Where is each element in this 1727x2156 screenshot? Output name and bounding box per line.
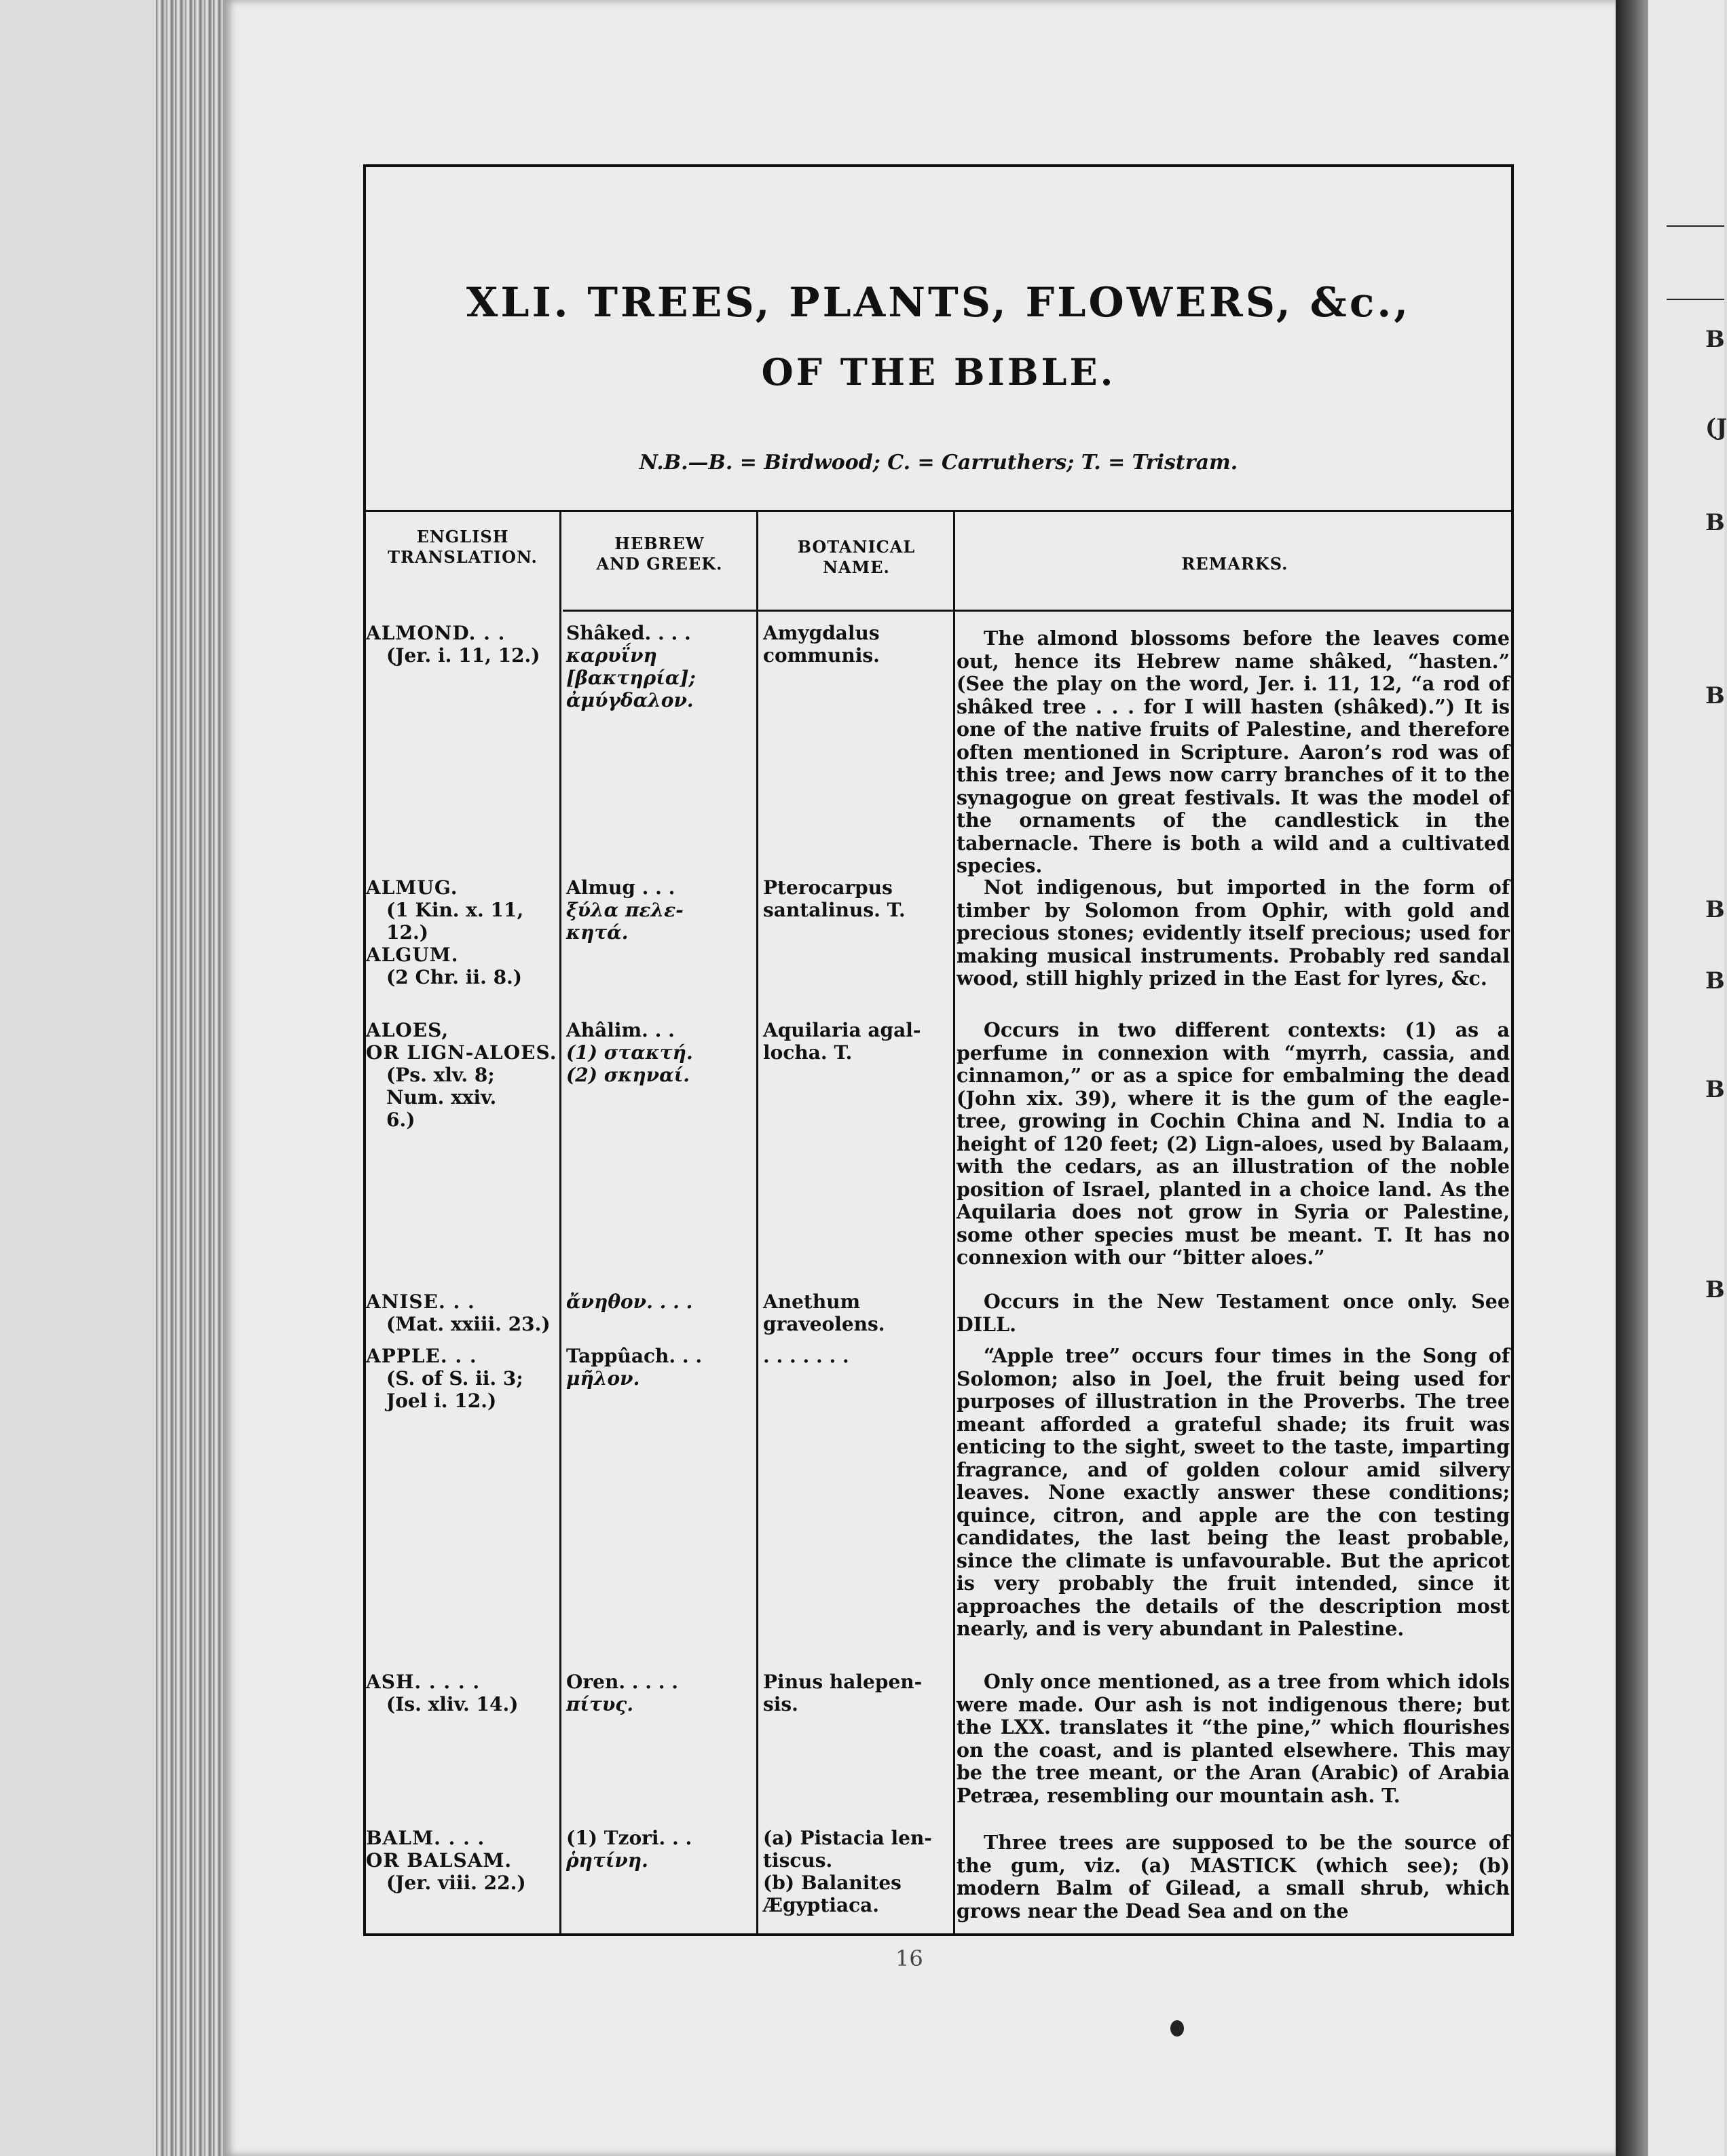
header-english-line1: ENGLISH: [416, 527, 509, 546]
row-hebrew-line: κητά.: [566, 921, 629, 944]
row-english: [366, 1019, 559, 1131]
row-hebrew: [566, 1671, 753, 1715]
row-english-line: 6.): [386, 1109, 415, 1131]
facing-letter: B: [1705, 1276, 1725, 1303]
header-english-line2: TRANSLATION.: [388, 547, 538, 567]
book-gutter: [1616, 0, 1648, 2156]
row-english-line: BALM. . . .: [366, 1827, 485, 1849]
row-english-line: ANISE. . .: [366, 1290, 475, 1313]
row-hebrew-line: Shâked. . . .: [566, 622, 691, 644]
row-english-line: ASH. . . . .: [366, 1671, 481, 1693]
row-english-line: Joel i. 12.): [386, 1390, 497, 1412]
row-botanical: [763, 1345, 953, 1367]
row-english-line: Num. xxiv.: [386, 1086, 497, 1109]
header-english: [366, 527, 559, 568]
row-botanical-line: tiscus.: [763, 1849, 833, 1872]
row-english: [366, 876, 559, 988]
header-remarks: REMARKS.: [1181, 554, 1288, 574]
row-english-line: ALGUM.: [366, 944, 459, 966]
row-botanical-line: Pinus halepen-: [763, 1671, 923, 1693]
header-hebrew-line2: AND GREEK.: [596, 554, 723, 574]
row-english-line: (S. of S. ii. 3;: [386, 1367, 523, 1390]
column-rule: [559, 510, 561, 1936]
facing-rule: [1667, 225, 1724, 227]
row-hebrew-line: [βακτηρία];: [566, 667, 696, 689]
header-hebrew: [563, 534, 756, 574]
row-hebrew-line: πίτυς.: [566, 1693, 634, 1715]
row-english-line: (Mat. xxiii. 23.): [386, 1313, 551, 1335]
row-hebrew-line: (1) στακτή.: [566, 1041, 693, 1064]
row-english-line: (Jer. viii. 22.): [386, 1872, 526, 1894]
header-top-rule: [366, 510, 1511, 512]
column-rule: [953, 510, 955, 1936]
row-botanical-line: graveolens.: [763, 1313, 885, 1335]
header-bottom-rule: [563, 610, 1511, 612]
facing-rule: [1667, 299, 1724, 300]
row-botanical-line: santalinus. T.: [763, 899, 906, 921]
row-botanical-line: communis.: [763, 644, 880, 667]
row-botanical: [763, 1827, 953, 1916]
row-english-line: 12.): [386, 921, 428, 944]
row-hebrew-line: καρυΐνη: [566, 644, 657, 667]
row-english: [366, 1290, 559, 1335]
row-hebrew-line: ῥητίνη.: [566, 1849, 648, 1872]
facing-letter: (J: [1705, 414, 1727, 441]
row-english-line: (Is. xliv. 14.): [386, 1693, 519, 1715]
header-botanical-line1: BOTANICAL: [797, 537, 916, 557]
row-english: [366, 1671, 559, 1715]
row-botanical: [763, 1671, 953, 1715]
row-english-line: ALOES,: [366, 1019, 449, 1041]
row-botanical: [763, 1019, 953, 1064]
facing-letter: B: [1705, 896, 1725, 923]
ink-spot: [1170, 2020, 1184, 2037]
header-botanical-line2: NAME.: [823, 557, 890, 577]
row-hebrew-line: Oren. . . . .: [566, 1671, 679, 1693]
row-hebrew-line: μῆλον.: [566, 1367, 640, 1390]
facing-letter: B: [1705, 326, 1725, 353]
row-botanical-line: (a) Pistacia len-: [763, 1827, 932, 1849]
row-english-line: APPLE. . .: [366, 1345, 477, 1367]
row-botanical-line: (b) Balanites: [763, 1872, 902, 1894]
row-remarks: Not indigenous, but imported in the form of timber by Solomon from Ophir, with gold and precious stones; evidently itself precious; used for making musical instruments. Probably red sandal wood, still highly prized in the East for lyres, &c.: [957, 876, 1510, 990]
row-hebrew-line: Ahâlim. . .: [566, 1019, 675, 1041]
row-botanical: [763, 1290, 953, 1335]
row-remarks: Three trees are supposed to be the source of the gum, viz. (a) MASTICK (which see); (b) modern Balm of Gilead, a small shrub, which grows near the Dead Sea and on the: [957, 1831, 1510, 1922]
header-botanical: [760, 537, 953, 578]
row-botanical-line: sis.: [763, 1693, 798, 1715]
row-botanical-line: Aquilaria agal-: [763, 1019, 921, 1041]
table-frame: [363, 164, 1514, 1971]
row-hebrew: [566, 1019, 753, 1086]
row-remarks: Occurs in two different contexts: (1) as a perfume in connexion with “myrrh, cassia, and cinnamon,” or as a spice for embalming the dead (John xix. 39), where it is the gum of the eagle-tree, growing in Cochin China and N. India to a height of 120 feet; (2) Lign-aloes, used by Balaam, with the cedars, as an illustration of the noble position of Israel, planted in a choice land. As the Aquilaria does not grow in Syria or Palestine, some other species must be meant. T. It has no connexion with our “bitter aloes.”: [957, 1018, 1510, 1269]
row-remarks: Occurs in the New Testament once only. See DILL.: [957, 1290, 1510, 1336]
row-english: [366, 622, 559, 667]
page-title: XLI. TREES, PLANTS, FLOWERS, &c.,: [466, 279, 1411, 327]
row-hebrew-line: Tappûach. . .: [566, 1345, 703, 1367]
row-english-line: OR BALSAM.: [366, 1849, 513, 1872]
row-botanical-line: Anethum: [763, 1290, 861, 1313]
row-remarks: Only once mentioned, as a tree from which idols were made. Our ash is not indigenous there; but the LXX. translates it “the pine,” which flourishes on the coast, and is planted elsewhere. This may be the tree meant, or the Aran (Arabic) of Arabia Petræa, resembling our mountain ash. T.: [957, 1670, 1510, 1807]
row-hebrew-line: (1) Tzori. . .: [566, 1827, 692, 1849]
row-hebrew-line: Almug . . .: [566, 876, 675, 899]
row-english: [366, 1827, 559, 1894]
row-english-line: (Jer. i. 11, 12.): [386, 644, 540, 667]
row-english: [366, 1345, 559, 1412]
authority-key: N.B.—B. = Birdwood; C. = Carruthers; T. = Tristram.: [639, 451, 1238, 475]
row-english-line: (1 Kin. x. 11,: [386, 899, 524, 921]
row-remarks: “Apple tree” occurs four times in the Song of Solomon; also in Joel, the fruit being used for purposes of illustration in the Proverbs. The tree meant afforded a grateful shade; its fruit was enticing to the sight, sweet to the taste, imparting fragrance, and of golden colour amid silvery leaves. None exactly answer these conditions; quince, citron, and apple are the con testing candidates, the last being the least probable, since the climate is unfavourable. But the apricot is very probably the fruit intended, since it approaches the details of the description most nearly, and is very abundant in Palestine.: [957, 1344, 1510, 1640]
page-number: 16: [895, 1946, 923, 1971]
row-hebrew-line: ξύλα πελε-: [566, 899, 684, 921]
facing-letter: B: [1705, 682, 1725, 709]
row-botanical-line: Ægyptiaca.: [763, 1894, 880, 1916]
header-hebrew-line1: HEBREW: [614, 534, 705, 553]
row-english-line: (2 Chr. ii. 8.): [386, 966, 523, 988]
row-english-line: ALMUG.: [366, 876, 458, 899]
row-hebrew: [566, 1345, 753, 1390]
column-rule: [756, 510, 758, 1936]
row-hebrew: [566, 1827, 753, 1872]
row-botanical-line: Pterocarpus: [763, 876, 893, 899]
row-hebrew-line: (2) σκηναί.: [566, 1064, 690, 1086]
row-hebrew: [566, 622, 753, 711]
row-english-line: (Ps. xlv. 8;: [386, 1064, 495, 1086]
page-edges: [156, 0, 231, 2156]
facing-letter: B: [1705, 509, 1725, 536]
facing-letter: B: [1705, 1076, 1725, 1103]
row-hebrew-line: ἄνηθον. . . .: [566, 1290, 693, 1313]
row-botanical-line: locha. T.: [763, 1041, 853, 1064]
row-botanical: [763, 876, 953, 921]
row-hebrew-line: ἀμύγδαλον.: [566, 689, 694, 711]
row-remarks: The almond blossoms before the leaves come out, hence its Hebrew name shâked, “hasten.” (See the play on the word, Jer. i. 11, 12, “a rod of shâked tree . . . for I will hasten (shâked).”) It is one of the native fruits of Palestine, and therefore often mentioned in Scripture. Aaron’s rod was of this tree; and Jews now carry branches of it to the synagogue on great festivals. It was the model of the ornaments of the candlestick in the tabernacle. There is both a wild and a cultivated species.: [957, 627, 1510, 877]
row-hebrew: [566, 1290, 753, 1313]
row-hebrew: [566, 876, 753, 944]
row-english-line: OR LIGN-ALOES.: [366, 1041, 557, 1064]
row-botanical-line: . . . . . . .: [763, 1345, 849, 1367]
facing-letter: B: [1705, 967, 1725, 995]
row-english-line: ALMOND. . .: [366, 622, 506, 644]
page-title-line2: OF THE BIBLE.: [761, 350, 1116, 394]
row-botanical-line: Amygdalus: [763, 622, 880, 644]
row-botanical: [763, 622, 953, 667]
